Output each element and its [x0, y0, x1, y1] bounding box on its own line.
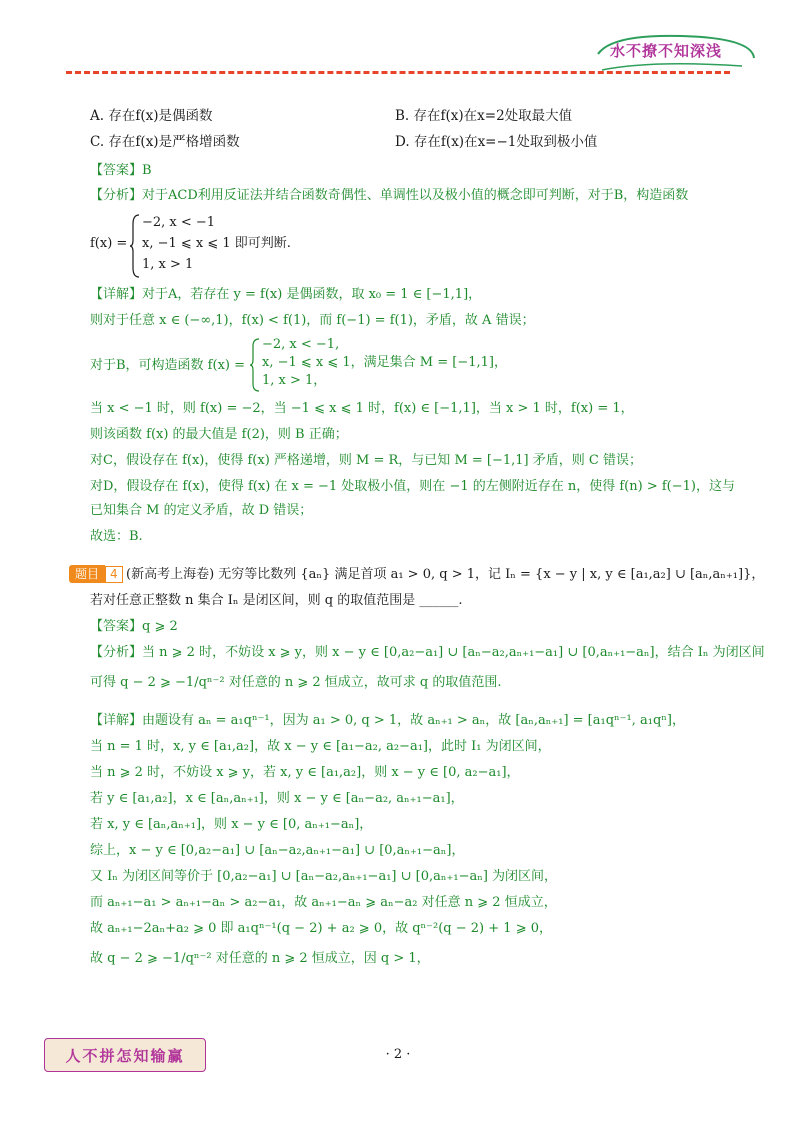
q3-detail-9: 故选：B.: [90, 529, 143, 544]
brace-icon: [250, 338, 260, 392]
q4-detail-6: 综上，x − y ∈ [0,a₂−a₁] ∪ [aₙ−a₂,aₙ₊₁−a₁] ∪ [0,aₙ₊₁−aₙ]，: [90, 843, 465, 858]
q3-detail-case-3: 1, x > 1，: [262, 373, 327, 388]
q4-detail-7: 又 Iₙ 为闭区间等价于 [0,a₂−a₁] ∪ [aₙ−a₂,aₙ₊₁−a₁] ∪ [0,aₙ₊₁−aₙ] 为闭区间，: [90, 869, 558, 884]
q4-analysis-2: 可得 q − 2 ⩾ −1/qⁿ⁻² 对任意的 n ⩾ 2 恒成立，故可求 q 的取值范围.: [90, 675, 502, 690]
q3-detail-7: 对D，假设存在 f(x)，使得 f(x) 在 x = −1 处取极小值，则在 −1 的左侧附近存在 n，使得 f(n) > f(−1)，这与: [90, 479, 735, 494]
q3-detail-case-1: −2, x < −1,: [262, 337, 340, 352]
q3-detail-case-2: x, −1 ⩽ x ⩽ 1，满足集合 M = [−1,1]，: [262, 355, 507, 370]
q3-detail-8: 已知集合 M 的定义矛盾，故 D 错误；: [90, 503, 313, 518]
q4-detail-8: 而 aₙ₊₁−a₁ > aₙ₊₁−aₙ > a₂−a₁，故 aₙ₊₁−aₙ ⩾ aₙ−a₂ 对任意 n ⩾ 2 恒成立，: [90, 895, 557, 910]
header-divider: [66, 71, 730, 74]
q4-stem-1: (新高考上海卷) 无穷等比数列 {aₙ} 满足首项 a₁ > 0, q > 1，记 Iₙ = {x − y | x, y ∈ [a₁,a₂] ∪ [aₙ,aₙ₊₁]}，: [126, 567, 765, 582]
q4-detail-5: 若 x, y ∈ [aₙ,aₙ₊₁]，则 x − y ∈ [0, aₙ₊₁−aₙ]，: [90, 817, 373, 832]
q4-answer: 【答案】q ⩾ 2: [90, 619, 178, 634]
q3-detail-6: 对C，假设存在 f(x)，使得 f(x) 严格递增，则 M = R，与已知 M = [−1,1] 矛盾，则 C 错误；: [90, 453, 642, 468]
question-badge: [69, 565, 123, 583]
q4-detail-2: 当 n = 1 时，x, y ∈ [a₁,a₂]，故 x − y ∈ [a₁−a₂, a₂−a₁]，此时 I₁ 为闭区间，: [90, 739, 551, 754]
q3-analysis-case-1: −2, x < −1: [142, 215, 216, 230]
brace-icon: [130, 214, 140, 278]
q3-piecewise-detail: [90, 336, 590, 394]
q4-detail-9: 故 aₙ₊₁−2aₙ+a₂ ⩾ 0 即 a₁qⁿ⁻¹(q − 2) + a₂ ⩾ 0，故 qⁿ⁻²(q − 2) + 1 ⩾ 0，: [90, 921, 552, 936]
q3-answer: 【答案】B: [90, 163, 152, 178]
footer-slogan: 人不拼怎知输赢: [44, 1038, 206, 1072]
q3-piecewise-analysis: [90, 212, 490, 282]
page-number: · 2 ·: [385, 1047, 411, 1062]
q4-stem-2: 若对任意正整数 n 集合 Iₙ 是闭区间，则 q 的取值范围是 ______.: [90, 593, 463, 608]
q3-analysis-1: 【分析】对于ACD利用反证法并结合函数奇偶性、单调性以及极小值的概念即可判断，对于B，构造函数: [90, 188, 689, 203]
q3-analysis-case-3: 1, x > 1: [142, 257, 194, 272]
question-badge-number: 4: [105, 566, 123, 583]
q4-detail-4: 若 y ∈ [a₁,a₂]，x ∈ [aₙ,aₙ₊₁]，则 x − y ∈ [aₙ−a₂, aₙ₊₁−a₁]，: [90, 791, 464, 806]
option-b: B. 存在f(x)在x=2处取最大值: [395, 108, 573, 124]
q4-analysis-1: 【分析】当 n ⩾ 2 时，不妨设 x ⩾ y，则 x − y ∈ [0,a₂−a₁] ∪ [aₙ−a₂,aₙ₊₁−a₁] ∪ [0,aₙ₊₁−aₙ]，结合 Iₙ 为闭区间: [90, 645, 765, 660]
q3-analysis-case-2: x, −1 ⩽ x ⩽ 1 即可判断.: [142, 236, 291, 251]
option-a: A. 存在f(x)是偶函数: [90, 108, 213, 124]
q3-analysis-f: f(x) =: [90, 236, 128, 251]
q4-detail-3: 当 n ⩾ 2 时，不妨设 x ⩾ y，若 x, y ∈ [a₁,a₂]，则 x − y ∈ [0, a₂−a₁]，: [90, 765, 520, 780]
q3-detail-5: 则该函数 f(x) 的最大值是 f(2)，则 B 正确；: [90, 427, 348, 442]
q3-detail-2: 则对于任意 x ∈ (−∞,1)，f(x) < f(1)，而 f(−1) = f(1)，矛盾，故 A 错误；: [90, 313, 535, 328]
option-d: D. 存在f(x)在x=−1处取到极小值: [395, 134, 598, 150]
q4-detail-10: 故 q − 2 ⩾ −1/qⁿ⁻² 对任意的 n ⩾ 2 恒成立，因 q > 1，: [90, 951, 430, 966]
logo-text: 水不撩不知深浅: [610, 42, 723, 60]
option-c: C. 存在f(x)是严格增函数: [90, 134, 240, 150]
q3-detail-1: 【详解】对于A，若存在 y = f(x) 是偶函数，取 x₀ = 1 ∈ [−1,1]，: [90, 287, 482, 302]
question-badge-label: 题目: [69, 565, 105, 583]
header-logo: [592, 30, 762, 74]
q3-detail-4: 当 x < −1 时，则 f(x) = −2，当 −1 ⩽ x ⩽ 1 时，f(x) ∈ [−1,1]，当 x > 1 时，f(x) = 1，: [90, 401, 634, 416]
q3-detail-3-prefix: 对于B，可构造函数 f(x) =: [90, 358, 245, 373]
q4-detail-1: 【详解】由题设有 aₙ = a₁qⁿ⁻¹，因为 a₁ > 0, q > 1，故 aₙ₊₁ > aₙ，故 [aₙ,aₙ₊₁] = [a₁qⁿ⁻¹, a₁qⁿ]，: [90, 713, 685, 728]
